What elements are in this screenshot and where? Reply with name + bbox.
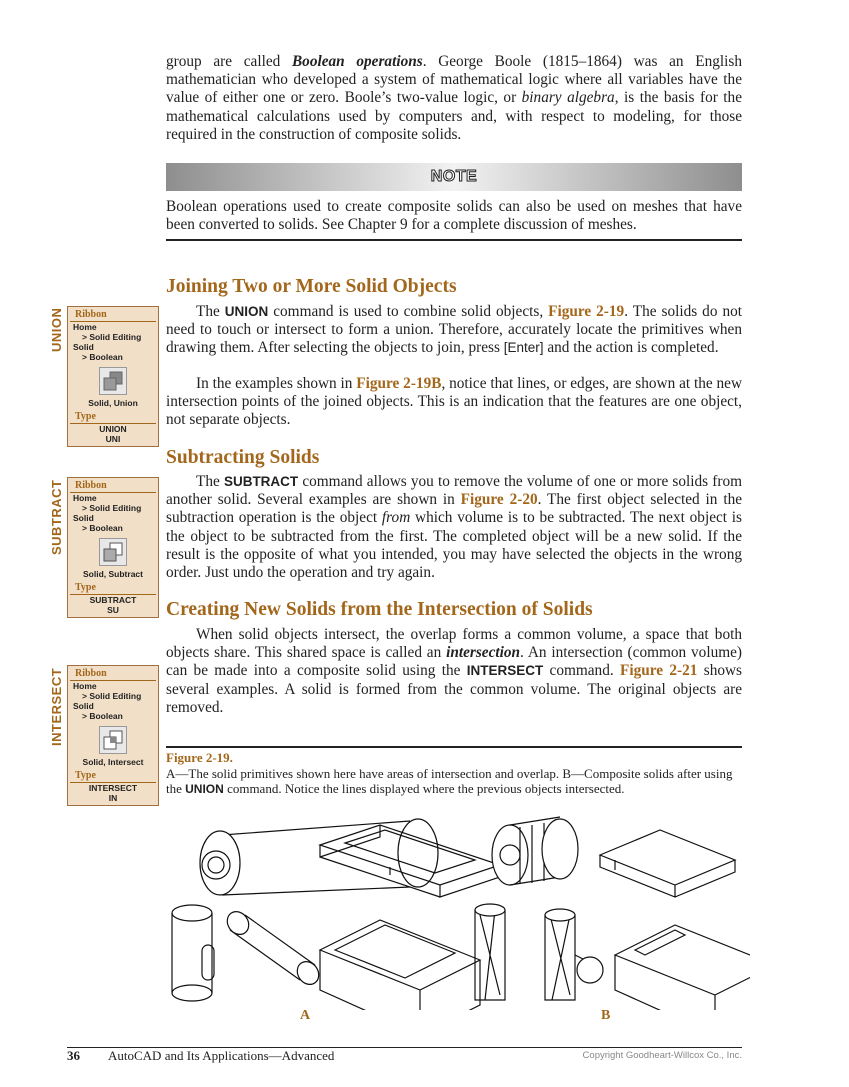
tool-caption: Solid, Intersect [82, 757, 144, 767]
ribbon-heading: Ribbon [70, 478, 156, 493]
intersect-icon [99, 726, 127, 754]
figure-caption: Figure 2-19. A—The solid primitives shown here have areas of intersection and overlap. B—Composite solids after using the UNION command. Notice the lines displayed where the previous objects intersected. [166, 750, 742, 798]
note-header [166, 163, 742, 191]
page-number: 36 [67, 1048, 80, 1063]
tool-caption: Solid, Subtract [83, 569, 143, 579]
sidebar-label-intersect: INTERSECT [49, 667, 64, 746]
union-paragraph: The UNION command is used to combine solid objects, Figure 2-19. The solids do not need to touch or intersect to form a union. Therefore, accurately locate the primitives when drawing them. After selecting the objects to join, press [Enter] and the action is completed. [166, 303, 742, 357]
menu-path: Solid [73, 342, 94, 352]
menu-path: > Boolean [82, 523, 123, 533]
union-paragraph-2: In the examples shown in Figure 2-19B, notice that lines, or edges, are shown at the new intersection points of the joined objects. This is an indication that the features are one object, not separate objects. [166, 375, 742, 429]
sidebar-label-union: UNION [49, 307, 64, 352]
menu-path: Solid [73, 701, 94, 711]
menu-path: > Solid Editing [82, 691, 142, 701]
ribbon-heading: Ribbon [70, 666, 156, 681]
tool-caption: Solid, Union [88, 398, 138, 408]
command-alias: UNI [105, 434, 121, 444]
menu-path: > Solid Editing [82, 332, 142, 342]
command-alias: SU [107, 605, 119, 615]
heading-joining: Joining Two or More Solid Objects [166, 276, 457, 297]
figure-illustration [160, 815, 750, 1010]
sidebar-intersect [67, 665, 159, 806]
command-name: INTERSECT [88, 783, 138, 793]
intersect-paragraph: When solid objects intersect, the overlap forms a common volume, a space that both objects share. This shared space is called an intersection. An intersection (common volume) can be made into a composite solid using the INTERSECT command. Figure 2-21 shows several examples. A solid is formed from the common volume. The original objects are removed. [166, 626, 743, 716]
figure-title: Figure 2-19. [166, 750, 233, 765]
menu-path: Home [73, 493, 97, 503]
menu-path: Solid [73, 513, 94, 523]
group-b-composites [475, 817, 750, 1010]
sidebar-union [67, 306, 159, 447]
figure-divider [166, 746, 742, 748]
type-heading: Type [70, 580, 156, 595]
group-a-primitives [172, 819, 500, 1010]
command-name: SUBTRACT [89, 595, 137, 605]
divider [166, 239, 742, 241]
footer [67, 1047, 742, 1063]
type-heading: Type [70, 409, 156, 424]
type-heading: Type [70, 768, 156, 783]
heading-subtracting: Subtracting Solids [166, 447, 320, 468]
sidebar-subtract [67, 477, 159, 618]
union-icon [99, 367, 127, 395]
menu-path: > Boolean [82, 711, 123, 721]
heading-intersection: Creating New Solids from the Intersection of Solids [166, 599, 593, 620]
ribbon-heading: Ribbon [70, 307, 156, 322]
note-text: Boolean operations used to create composite solids can also be used on meshes that have been converted to solids. See Chapter 9 for a complete discussion of meshes. [166, 198, 742, 234]
note-title: NOTE [430, 168, 478, 185]
subtract-paragraph: The SUBTRACT command allows you to remove the volume of one or more solids from another solid. Several examples are shown in Figure 2-20. The first object selected in the subtraction operation is the object from which volume is to be subtracted. The next object is the object to be subtracted from the first. The completed object will be a new solid. If the result is the opposite of what you intended, you may have selected the objects in the wrong order. Just undo the operation and try again. [166, 473, 743, 582]
menu-path: Home [73, 322, 97, 332]
figure-label-b: B [601, 1008, 611, 1023]
figure-label-a: A [300, 1008, 311, 1023]
book-title: AutoCAD and Its Applications—Advanced [108, 1048, 335, 1063]
sidebar-label-subtract: SUBTRACT [49, 479, 64, 555]
command-alias: IN [108, 793, 118, 803]
subtract-icon [99, 538, 127, 566]
menu-path: Home [73, 681, 97, 691]
menu-path: > Boolean [82, 352, 123, 362]
copyright: Copyright Goodheart-Willcox Co., Inc. [582, 1050, 742, 1061]
menu-path: > Solid Editing [82, 503, 142, 513]
command-name: UNION [99, 424, 127, 434]
intro-paragraph: group are called Boolean operations. George Boole (1815–1864) was an English mathematician who developed a system of mathematical logic where all variables have the value of either one or zero. Boole’s two-value logic, or binary algebra, is the basis for the mathematical calculations used by computers and, with respect to modeling, for those required in the construction of composite solids. [166, 53, 742, 143]
